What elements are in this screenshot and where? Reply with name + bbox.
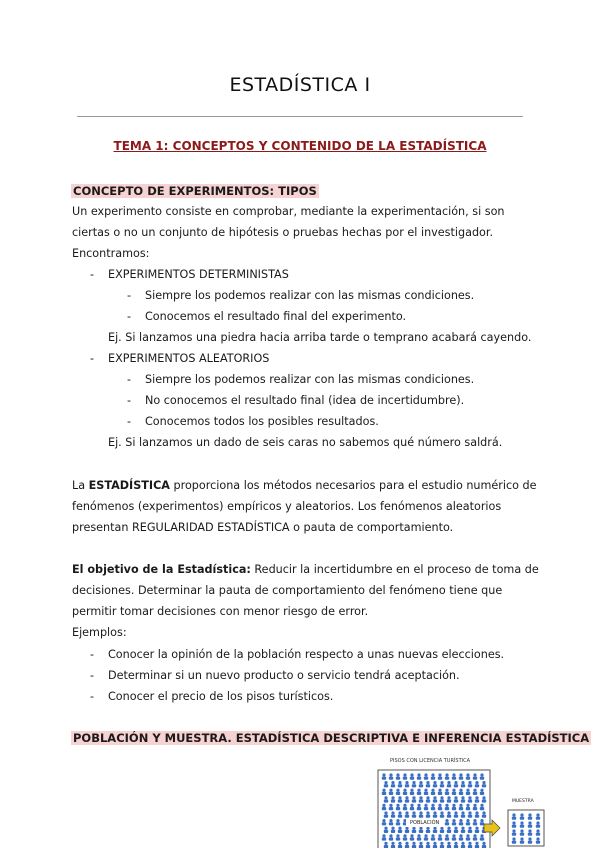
bullet-dash: - — [127, 394, 132, 407]
bullet-dash: - — [127, 415, 132, 428]
deterministas-example: Ej. Si lanzamos una piedra hacia arriba tarde o temprano acabará cayendo. — [108, 331, 532, 344]
aleatorios-item-2: No conocemos el resultado final (idea de incertidumbre). — [145, 394, 465, 407]
aleatorios-item-3: Conocemos todos los posibles resultados. — [145, 415, 379, 428]
figure-caption: PISOS CON LICENCIA TURÍSTICA — [390, 758, 471, 764]
bullet-dash: - — [90, 648, 95, 661]
bullet-dash: - — [90, 352, 95, 365]
page-title: ESTADÍSTICA I — [229, 74, 371, 96]
intro-line-1: Un experimento consiste en comprobar, mediante la experimentación, si son — [72, 205, 505, 218]
deterministas-label: EXPERIMENTOS DETERMINISTAS — [108, 268, 289, 281]
poblacion-muestra-figure — [372, 758, 600, 848]
intro-line-2: ciertas o no un conjunto de hipótesis o pruebas hechas por el investigador. — [72, 226, 494, 239]
estadistica-line-1-rest: proporciona los métodos necesarios para el estudio numérico de — [169, 479, 537, 492]
objetivo-bold: El objetivo de la Estadística: — [72, 563, 251, 576]
estadistica-paragraph-line-3: presentan REGULARIDAD ESTADÍSTICA o pauta de comportamiento. — [72, 521, 454, 534]
ejemplo-item-3: Conocer el precio de los pisos turísticos. — [108, 690, 334, 703]
objetivo-paragraph-line-3: permitir tomar decisiones con menor riesgo de error. — [72, 605, 369, 618]
section-heading-poblacion: POBLACIÓN Y MUESTRA. ESTADÍSTICA DESCRIPTIVA E INFERENCIA ESTADÍSTICA — [73, 731, 590, 745]
deterministas-item-2: Conocemos el resultado final del experimento. — [145, 310, 407, 323]
objetivo-paragraph-line-2: decisiones. Determinar la pauta de comportamiento del fenómeno tiene que — [72, 584, 503, 597]
muestra-label: MUESTRA — [512, 799, 534, 804]
aleatorios-label: EXPERIMENTOS ALEATORIOS — [108, 352, 270, 365]
tema-heading: TEMA 1: CONCEPTOS Y CONTENIDO DE LA ESTADÍSTICA — [113, 139, 487, 153]
section-heading-experimentos: CONCEPTO DE EXPERIMENTOS: TIPOS — [73, 184, 317, 198]
ejemplos-label: Ejemplos: — [72, 626, 127, 639]
intro-line-3: Encontramos: — [72, 247, 150, 260]
bullet-dash: - — [127, 289, 132, 302]
poblacion-label: POBLACIÓN — [410, 820, 440, 826]
objetivo-line-1-rest: Reducir la incertidumbre en el proceso de toma de — [250, 563, 539, 576]
estadistica-paragraph-line-2: fenómenos (experimentos) empíricos y aleatorios. Los fenómenos aleatorios — [72, 500, 502, 513]
estadistica-bold: ESTADÍSTICA — [88, 479, 170, 492]
estadistica-prefix: La — [72, 479, 89, 492]
bullet-dash: - — [90, 268, 95, 281]
aleatorios-example: Ej. Si lanzamos un dado de seis caras no sabemos qué número saldrá. — [108, 436, 503, 449]
aleatorios-item-1: Siempre los podemos realizar con las mismas condiciones. — [145, 373, 475, 386]
ejemplo-item-2: Determinar si un nuevo producto o servicio tendrá aceptación. — [108, 669, 460, 682]
figure-graphic — [372, 758, 600, 848]
ejemplo-item-1: Conocer la opinión de la población respecto a unas nuevas elecciones. — [108, 648, 505, 661]
deterministas-item-1: Siempre los podemos realizar con las mismas condiciones. — [145, 289, 475, 302]
bullet-dash: - — [90, 690, 95, 703]
bullet-dash: - — [127, 373, 132, 386]
estadistica-paragraph-line-1 — [72, 479, 537, 492]
objetivo-paragraph-line-1 — [72, 563, 539, 576]
bullet-dash: - — [90, 669, 95, 682]
title-divider — [77, 116, 523, 117]
bullet-dash: - — [127, 310, 132, 323]
